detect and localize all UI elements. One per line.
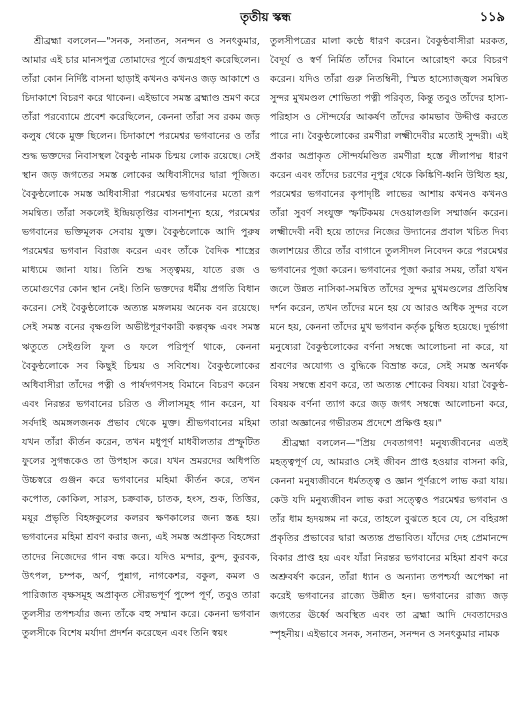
right-column [270, 32, 508, 644]
text-columns [22, 32, 509, 644]
page-header [22, 6, 509, 32]
paragraph: তুলসীপত্রের মালা কণ্ঠে ধারণ করেন। বৈকুণ্ঠবাসীরা মরকত, বৈদূর্য ও স্বর্ণ নির্মিত তাঁদের বিমানে আরোহণ করে বিচরণ করেন। যদিও তাঁরা গুরু নিতম্বিনী, স্মিত হাস্যোজ্জ্বল সমন্বিত সুন্দর মুখমণ্ডল শোভিতা পত্নী পরিবৃত, কিন্তু তবুও তাঁদের হাস্য-পরিহাস ও সৌন্দর্যের আকর্ষণ তাঁদের কামভাব উদ্দীপ্ত করতে পারে না। বৈকুণ্ঠলোকের রমণীরা লক্ষ্মীদেবীর মতোই সুন্দরী। এই প্রকার অপ্রাকৃত সৌন্দর্যমণ্ডিত রমণীরা হস্তে লীলাপদ্ম ধারণ করেন এবং তাঁদের চরণের নূপুর থেকে কিঙ্কিণি-ধ্বনি উত্থিত হয়, পরমেশ্বর ভগবানের কৃপাদৃষ্টি লাভের আশায় কখনও কখনও তাঁরা সুবর্ণ সংযুক্ত স্ফটিকময় দেওয়ালগুলি সম্মার্জন করেন। লক্ষ্মীদেবী নবী হয়ে তাদের নিজের উদ্যানের প্রবাল খচিত দিব্য জলাশয়ের তীরে তাঁর বাগানে তুলসীদল নিবেদন করে পরমেশ্বর ভগবানের পূজা করেন। ভগবানের পূজা করার সময়, তাঁরা যখন জলে উন্নত নাসিকা-সমন্বিত তাঁদের সুন্দর মুখমণ্ডলের প্রতিবিম্ব দর্শন করেন, তখন তাঁদের মনে হয় যে আরও অধিক সুন্দর বলে মনে হয়, কেননা তাঁদের মুখ ভগবান কর্তৃক চুম্বিত হয়েছে। দুর্ভাগা মনুষ্যেরা বৈকুণ্ঠলোকের বর্ণনা সম্বন্ধে আলোচনা না করে, যা শ্রবণের অযোগ্য ও বুদ্ধিকে বিভ্রান্ত করে, সেই সমস্ত অনর্থক বিষয় সম্বন্ধে শ্রবণ করে, তা অত্যন্ত শোকের বিষয়। যারা বৈকুণ্ঠ-বিষয়ক বর্ণনা ত্যাগ করে জড় জগৎ সম্বন্ধে আলোচনা করে, তারা অজ্ঞানের গভীরতম প্রদেশে প্রক্ষিপ্ত হয়।" [270, 36, 508, 429]
left-column [22, 32, 260, 644]
paragraph: শ্রীব্রহ্মা বললেন—"সনক, সনাতন, সনন্দন ও সনৎকুমার, আমার এই চার মানসপুত্র তোমাদের পূর্বে জন্মগ্রহণ করেছিলেন। তাঁরা কোন নির্দিষ্ট বাসনা ছাড়াই কখনও কখনও জড় আকাশে ও চিদাকাশে বিচরণ করে থাকেন। এইভাবে সমস্ত ব্রহ্মাণ্ড ভ্রমণ করে তাঁরা পরব্যোমে প্রবেশ করেছিলেন, কেননা তাঁরা সব রকম জড় কলুষ থেকে মুক্ত ছিলেন। চিদাকাশে পরমেশ্বর ভগবানের ও তাঁর শুদ্ধ ভক্তদের নিবাসস্থল বৈকুণ্ঠ নামক চিন্ময় লোক রয়েছে। সেই স্থান জড় জগতের সমস্ত লোকের অধিবাসীদের দ্বারা পূজিত। বৈকুণ্ঠলোকে সমস্ত অধিবাসীরা পরমেশ্বর ভগবানের মতো রূপ সমন্বিত। তাঁরা সকলেই ইন্দ্রিয়তৃপ্তির বাসনাশূন্য হয়ে, পরমেশ্বর ভগবানের ভক্তিমূলক সেবায় যুক্ত। বৈকুণ্ঠলোকে আদি পুরুষ পরমেশ্বর ভগবান বিরাজ করেন এবং তাঁকে বৈদিক শাস্ত্রের মাধ্যমে জানা যায়। তিনি শুদ্ধ সত্ত্বময়, যাতে রজ ও তমোগুণের কোন স্থান নেই। তিনি ভক্তদের ধর্মীয় প্রগতি বিধান করেন। সেই বৈকুণ্ঠলোকে অত্যন্ত মঙ্গলময় অনেক বন রয়েছে। সেই সমস্ত বনের বৃক্ষগুলি অভীষ্টপূরণকারী কল্পবৃক্ষ এবং সমস্ত ঋতুতে সেইগুলি ফুল ও ফলে পরিপূর্ণ থাকে, কেননা বৈকুণ্ঠলোকে সব কিছুই চিন্ময় ও সবিশেষ। বৈকুণ্ঠলোকের অধিবাসীরা তাঁদের পত্নী ও পার্ষদগণসহ বিমানে বিচরণ করেন এবং নিরন্তর ভগবানের চরিত ও লীলাসমূহ গান করেন, যা সর্বদাই অমঙ্গলজনক প্রভাব থেকে মুক্ত। শ্রীভগবানের মহিমা যখন তাঁরা কীর্তন করেন, তখন মধুপূর্ণ মাধবীলতার প্রস্ফুটিত ফুলের সুগন্ধকেও তা উপহাস করে। যখন ভ্রমরদের অধিপতি উচ্চস্বরে গুঞ্জন করে ভগবানের মহিমা কীর্তন করে, তখন কপোত, কোকিল, সারস, চক্রবাক, চাতক, হংস, শুক, তিত্তির, ময়ূর প্রভৃতি বিহঙ্গকুলের কলরব ক্ষণকালের জন্য স্তব্ধ হয়। ভগবানের মহিমা শ্রবণ করার জন্য, এই সমস্ত অপ্রাকৃত বিহঙ্গেরা তাদের নিজেদের গান বন্ধ করে। যদিও মন্দার, কুন্দ, কুরবক, উৎপল, চম্পক, অর্ণ, পুন্নাগ, নাগকেশর, বকুল, কমল ও পারিজাত বৃক্ষসমূহ অপ্রাকৃত সৌরভপূর্ণ পুষ্পে পূর্ণ, তবুও তারা তুলসীর তপশ্চর্যার জন্য তাঁকে বহু সম্মান করে। কেননা ভগবান তুলসীকে বিশেষ মর্যাদা প্রদর্শন করেছেন এবং তিনি স্বয়ং [22, 36, 260, 639]
paragraph: শ্রীব্রহ্মা বললেন—"প্রিয় দেবতাগণ! মনুষ্যজীবনের এতই মহত্ত্বপূর্ণ যে, আমরাও সেই জীবন প্রাপ্ত হওয়ার বাসনা করি, কেননা মনুষ্যজীবনে ধর্মতত্ত্ব ও জ্ঞান পূর্ণরূপে লাভ করা যায়। কেউ যদি মনুষ্যজীবন লাভ করা সত্ত্বেও পরমেশ্বর ভগবান ও তাঁর ধাম হৃদয়ঙ্গম না করে, তাহলে বুঝতে হবে যে, সে বহিরঙ্গা প্রকৃতির প্রভাবের দ্বারা অত্যন্ত প্রভাবিত। যাঁদের দেহ প্রেমানন্দে বিকার প্রাপ্ত হয় এবং যাঁরা নিরন্তর ভগবানের মহিমা শ্রবণ করে অশ্রুবর্ষণ করেন, তাঁরা ধ্যান ও অন্যান্য তপশ্চর্যা অপেক্ষা না করেই ভগবানের রাজ্যে উন্নীত হন। ভগবানের রাজ্য জড় জগতের ঊর্ধ্বে অবস্থিত এবং তা ব্রহ্মা আদি দেবতাদেরও স্পৃহনীয়। এইভাবে সনক, সনাতন, সনন্দন ও সনৎকুমার নামক [270, 437, 508, 640]
running-title: তৃতীয় স্কন্ধ [240, 10, 291, 24]
page-number: ১১৯ [479, 10, 505, 25]
